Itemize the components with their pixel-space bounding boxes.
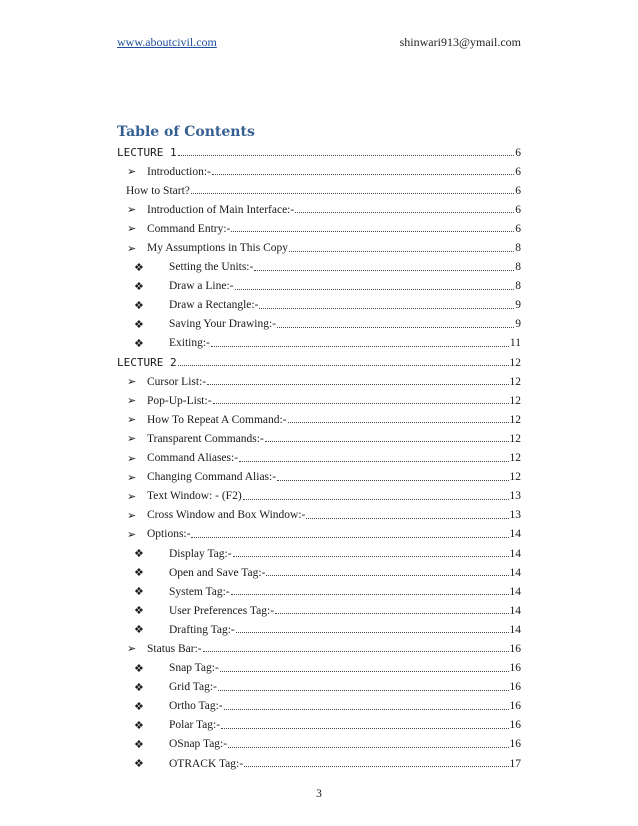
toc-entry[interactable]	[117, 334, 521, 353]
toc-entry-label: Snap Tag:-	[169, 662, 219, 675]
arrow-bullet-icon: ➢	[127, 509, 137, 522]
toc-entry-page: 14	[509, 604, 521, 617]
toc-entry-label: Pop-Up-List:-	[147, 394, 212, 407]
diamond-bullet-icon: ❖	[134, 700, 144, 713]
arrow-bullet-icon: ➢	[127, 242, 137, 255]
dot-leader	[295, 212, 514, 213]
toc-entry-page: 14	[509, 528, 521, 541]
dot-leader	[218, 690, 509, 691]
toc-entry-page: 6	[515, 222, 521, 235]
dot-leader	[259, 308, 514, 309]
toc-title: Table of Contents	[117, 124, 255, 140]
arrow-bullet-icon: ➢	[127, 204, 137, 217]
dot-leader	[275, 613, 509, 614]
toc-entry-page: 12	[509, 375, 521, 388]
toc-entry-page: 12	[509, 356, 521, 369]
toc-entry-page: 8	[515, 261, 521, 274]
arrow-bullet-icon: ➢	[127, 490, 137, 503]
diamond-bullet-icon: ❖	[134, 261, 144, 274]
dot-leader	[277, 480, 508, 481]
dot-leader	[228, 747, 508, 748]
diamond-bullet-icon: ❖	[134, 758, 144, 771]
arrow-bullet-icon: ➢	[127, 471, 137, 484]
toc-entry-page: 6	[515, 184, 521, 197]
toc-entry[interactable]	[117, 296, 521, 315]
toc-entry[interactable]	[117, 372, 521, 391]
toc-entry-page: 14	[509, 585, 521, 598]
diamond-bullet-icon: ❖	[134, 662, 144, 675]
toc-entry-label: OTRACK Tag:-	[169, 757, 244, 770]
toc-entry-page: 16	[509, 700, 521, 713]
dot-leader	[220, 671, 509, 672]
diamond-bullet-icon: ❖	[134, 681, 144, 694]
toc-entry[interactable]	[117, 487, 521, 506]
dot-leader	[178, 365, 509, 366]
dot-leader	[212, 174, 514, 175]
dot-leader	[203, 651, 509, 652]
arrow-bullet-icon: ➢	[127, 528, 137, 541]
page-header	[117, 35, 521, 50]
site-link[interactable]: www.aboutcivil.com	[117, 35, 217, 49]
arrow-bullet-icon: ➢	[127, 433, 137, 446]
toc-entry-label: Draw a Rectangle:-	[169, 299, 259, 312]
dot-leader	[207, 384, 508, 385]
toc-entry[interactable]	[117, 353, 521, 372]
toc-entry[interactable]	[117, 200, 521, 219]
arrow-bullet-icon: ➢	[127, 223, 137, 236]
toc-entry[interactable]	[117, 468, 521, 487]
toc-entry[interactable]	[117, 544, 521, 563]
toc-entry[interactable]	[117, 659, 521, 678]
toc-entry[interactable]	[117, 525, 521, 544]
toc-entry-page: 8	[515, 280, 521, 293]
dot-leader	[235, 289, 515, 290]
toc-entry-label: System Tag:-	[169, 585, 230, 598]
toc-entry-label: Draw a Line:-	[169, 280, 234, 293]
diamond-bullet-icon: ❖	[134, 548, 144, 561]
toc-entry[interactable]	[117, 735, 521, 754]
toc-list	[117, 143, 521, 773]
dot-leader	[236, 632, 509, 633]
toc-entry-label: Display Tag:-	[169, 547, 232, 560]
toc-entry-label: Drafting Tag:-	[169, 623, 235, 636]
dot-leader	[265, 441, 509, 442]
toc-entry[interactable]	[117, 506, 521, 525]
toc-entry-label: Text Window: - (F2)	[147, 490, 242, 503]
toc-entry[interactable]	[117, 410, 521, 429]
toc-entry-label: OSnap Tag:-	[169, 738, 228, 751]
toc-entry-label: Changing Command Alias:-	[147, 471, 277, 484]
toc-entry[interactable]	[117, 639, 521, 658]
toc-entry-label: Status Bar:-	[147, 642, 202, 655]
toc-entry-label: LECTURE 2	[117, 356, 177, 370]
toc-entry[interactable]	[117, 716, 521, 735]
toc-entry-label: Introduction:-	[147, 165, 211, 178]
toc-entry-page: 6	[515, 203, 521, 216]
toc-entry[interactable]	[117, 429, 521, 448]
toc-entry-label: Polar Tag:-	[169, 719, 221, 732]
dot-leader	[231, 594, 509, 595]
toc-entry-page: 9	[515, 318, 521, 331]
toc-entry-page: 14	[509, 547, 521, 560]
toc-entry[interactable]	[117, 563, 521, 582]
toc-entry-page: 11	[509, 337, 521, 350]
toc-entry-page: 9	[515, 299, 521, 312]
dot-leader	[243, 499, 509, 500]
diamond-bullet-icon: ❖	[134, 586, 144, 599]
diamond-bullet-icon: ❖	[134, 567, 144, 580]
toc-entry-page: 16	[509, 662, 521, 675]
toc-entry-page: 12	[509, 471, 521, 484]
toc-entry-page: 16	[509, 738, 521, 751]
dot-leader	[277, 327, 514, 328]
arrow-bullet-icon: ➢	[127, 395, 137, 408]
toc-entry-label: Exiting:-	[169, 337, 210, 350]
toc-entry[interactable]	[117, 258, 521, 277]
toc-entry-page: 6	[515, 165, 521, 178]
arrow-bullet-icon: ➢	[127, 452, 137, 465]
diamond-bullet-icon: ❖	[134, 624, 144, 637]
diamond-bullet-icon: ❖	[134, 605, 144, 618]
dot-leader	[233, 556, 509, 557]
dot-leader	[211, 346, 509, 347]
toc-entry-page: 14	[509, 566, 521, 579]
dot-leader	[178, 155, 515, 156]
arrow-bullet-icon: ➢	[127, 376, 137, 389]
dot-leader	[224, 709, 509, 710]
dot-leader	[289, 251, 514, 252]
dot-leader	[244, 766, 508, 767]
toc-entry-page: 12	[509, 413, 521, 426]
toc-entry-page: 13	[509, 490, 521, 503]
toc-entry-page: 12	[509, 452, 521, 465]
toc-entry-label: Command Entry:-	[147, 222, 231, 235]
toc-entry[interactable]	[117, 162, 521, 181]
toc-entry-label: Options:-	[147, 528, 191, 541]
toc-entry[interactable]	[117, 181, 521, 200]
toc-entry-label: Cross Window and Box Window:-	[147, 509, 306, 522]
diamond-bullet-icon: ❖	[134, 299, 144, 312]
toc-entry[interactable]	[117, 391, 521, 410]
author-email: shinwari913@ymail.com	[399, 35, 521, 49]
toc-entry-label: Introduction of Main Interface:-	[147, 203, 295, 216]
toc-entry-label: Saving Your Drawing:-	[169, 318, 277, 331]
dot-leader	[231, 231, 514, 232]
toc-entry-page: 14	[509, 623, 521, 636]
arrow-bullet-icon: ➢	[127, 414, 137, 427]
diamond-bullet-icon: ❖	[134, 719, 144, 732]
toc-entry-label: Cursor List:-	[147, 375, 207, 388]
toc-entry-page: 12	[509, 394, 521, 407]
diamond-bullet-icon: ❖	[134, 318, 144, 331]
toc-entry-page: 13	[509, 509, 521, 522]
toc-entry[interactable]	[117, 678, 521, 697]
toc-entry-label: My Assumptions in This Copy	[147, 242, 289, 255]
toc-entry[interactable]	[117, 449, 521, 468]
toc-entry-label: Transparent Commands:-	[147, 432, 264, 445]
dot-leader	[254, 270, 514, 271]
toc-entry-page: 16	[509, 681, 521, 694]
toc-entry[interactable]	[117, 601, 521, 620]
diamond-bullet-icon: ❖	[134, 738, 144, 751]
toc-entry-page: 17	[509, 757, 521, 770]
toc-entry-label: User Preferences Tag:-	[169, 604, 274, 617]
toc-entry-page: 6	[515, 146, 521, 159]
toc-entry-label: LECTURE 1	[117, 146, 177, 160]
toc-entry-page: 16	[509, 642, 521, 655]
toc-entry[interactable]	[117, 582, 521, 601]
toc-entry-label: Grid Tag:-	[169, 681, 217, 694]
toc-entry-label: Setting the Units:-	[169, 261, 254, 274]
toc-entry-label: Ortho Tag:-	[169, 700, 223, 713]
dot-leader	[288, 422, 509, 423]
toc-entry-label: How to Start?	[126, 184, 190, 197]
toc-entry[interactable]	[117, 238, 521, 257]
toc-entry-label: How To Repeat A Command:-	[147, 413, 287, 426]
toc-entry[interactable]	[117, 620, 521, 639]
dot-leader	[191, 537, 508, 538]
toc-entry[interactable]	[117, 143, 521, 162]
toc-entry[interactable]	[117, 754, 521, 773]
dot-leader	[239, 461, 508, 462]
toc-entry-page: 12	[509, 432, 521, 445]
dot-leader	[266, 575, 508, 576]
toc-entry[interactable]	[117, 219, 521, 238]
toc-entry[interactable]	[117, 315, 521, 334]
diamond-bullet-icon: ❖	[134, 337, 144, 350]
page-number: 3	[316, 788, 322, 800]
dot-leader	[191, 193, 514, 194]
diamond-bullet-icon: ❖	[134, 280, 144, 293]
arrow-bullet-icon: ➢	[127, 166, 137, 179]
toc-entry-label: Command Aliases:-	[147, 452, 239, 465]
arrow-bullet-icon: ➢	[127, 643, 137, 656]
toc-entry[interactable]	[117, 697, 521, 716]
dot-leader	[221, 728, 508, 729]
dot-leader	[306, 518, 508, 519]
dot-leader	[213, 403, 509, 404]
toc-entry-label: Open and Save Tag:-	[169, 566, 266, 579]
toc-entry-page: 16	[509, 719, 521, 732]
toc-entry[interactable]	[117, 277, 521, 296]
toc-entry-page: 8	[515, 242, 521, 255]
